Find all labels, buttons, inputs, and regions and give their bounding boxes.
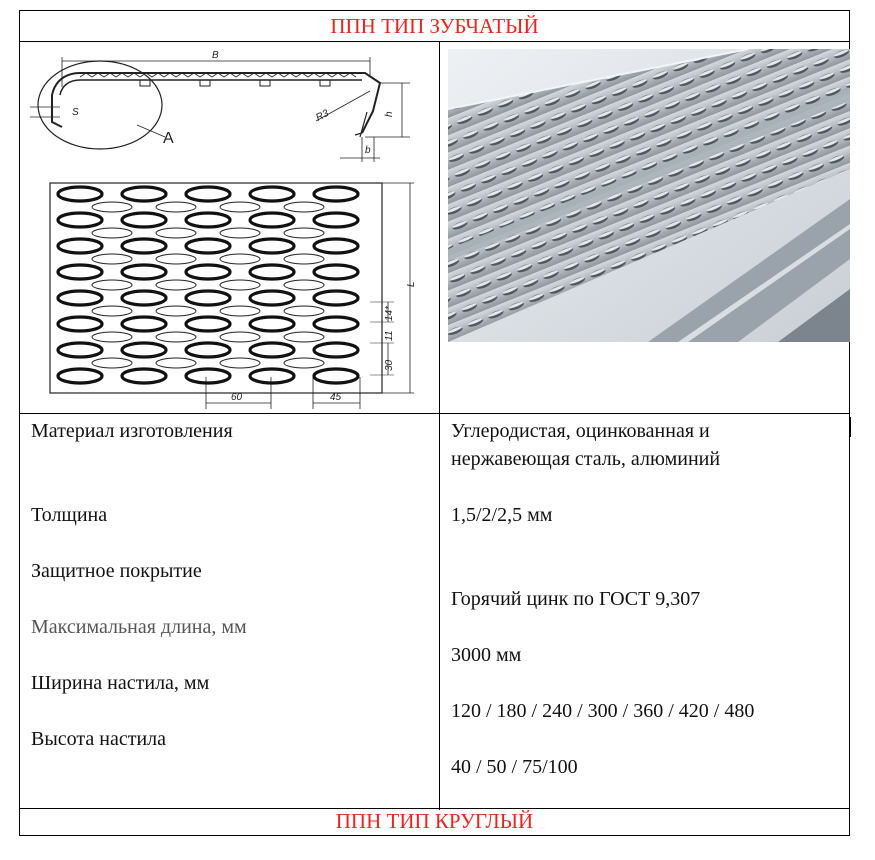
- dim-B: B: [212, 50, 219, 61]
- column-divider: [439, 41, 440, 810]
- thickness-value: 1,5/2/2,5 мм: [451, 504, 553, 526]
- height-label: Высота настила: [31, 728, 167, 750]
- material-value-line2: нержавеющая сталь, алюминий: [451, 448, 721, 470]
- callout-A: A: [163, 130, 174, 147]
- dim-11: 11: [384, 330, 395, 341]
- product-photo: [448, 49, 850, 342]
- material-label: Материал изготовления: [31, 420, 233, 442]
- technical-drawing: [30, 47, 432, 409]
- width-value: 120 / 180 / 240 / 300 / 360 / 420 / 480: [451, 700, 755, 722]
- dim-h: h: [384, 111, 395, 117]
- text-cursor: [850, 417, 851, 437]
- footer-title: ППН ТИП КРУГЛЫЙ: [20, 808, 849, 835]
- width-label: Ширина настила, мм: [31, 672, 210, 694]
- dim-30: 30: [384, 359, 395, 371]
- thickness-label: Толщина: [31, 504, 108, 526]
- dim-R3: R3: [314, 107, 331, 124]
- spec-table: [19, 10, 850, 836]
- dim-b: b: [365, 145, 371, 156]
- dim-60: 60: [231, 392, 243, 403]
- coating-value: Горячий цинк по ГОСТ 9,307: [451, 588, 701, 610]
- dim-45: 45: [330, 392, 342, 403]
- height-value: 40 / 50 / 75/100: [451, 756, 578, 778]
- max-length-value: 3000 мм: [451, 644, 522, 666]
- row-divider: [20, 413, 849, 414]
- dim-S: S: [72, 107, 79, 118]
- material-value-line1: Углеродистая, оцинкованная и: [451, 420, 710, 442]
- dim-L: L: [406, 281, 417, 287]
- max-length-label: Максимальная длина, мм: [31, 616, 247, 638]
- header-title: ППН ТИП ЗУБЧАТЫЙ: [20, 11, 849, 42]
- coating-label: Защитное покрытие: [31, 560, 202, 582]
- dim-14: 14*: [384, 305, 395, 321]
